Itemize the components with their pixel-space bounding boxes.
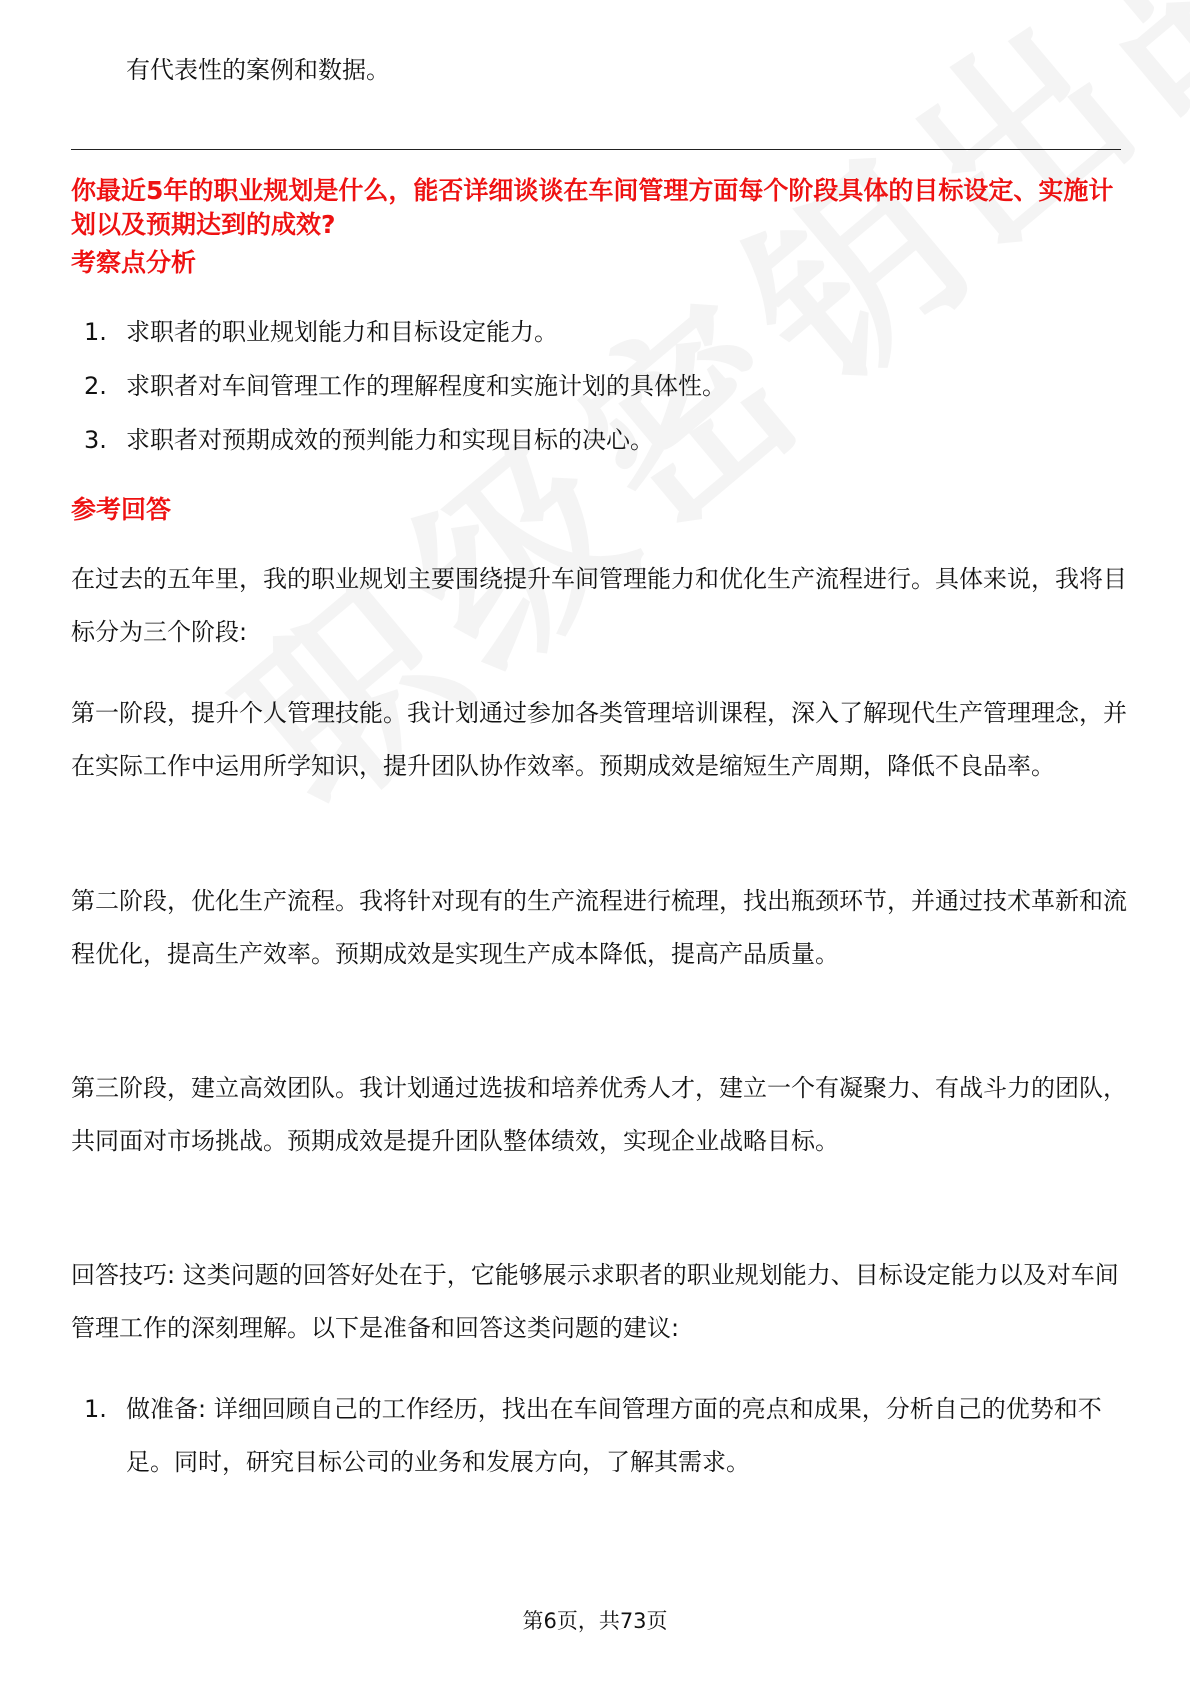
answer-heading: 参考回答	[71, 495, 172, 524]
answer-paragraph-3: 第二阶段，优化生产流程。我将针对现有的生产流程进行梳理，找出瓶颈环节，并通过技术革新和流程优化，提高生产效率。预期成效是实现生产成本降低，提高产品质量。	[71, 887, 1127, 968]
list-text: 求职者对预期成效的预判能力和实现目标的决心。	[126, 426, 654, 454]
section-divider	[71, 149, 1121, 150]
analysis-item-1	[84, 314, 1124, 350]
list-number: 2.	[84, 372, 107, 400]
answer-paragraph-1: 在过去的五年里，我的职业规划主要围绕提升车间管理能力和优化生产流程进行。具体来说，我将目标分为三个阶段:	[71, 565, 1127, 646]
page-footer: 第6页，共73页	[522, 1609, 668, 1633]
answer-tips-intro: 回答技巧: 这类问题的回答好处在于，它能够展示求职者的职业规划能力、目标设定能力以及对车间管理工作的深刻理解。以下是准备和回答这类问题的建议:	[71, 1261, 1119, 1342]
tip-item-1	[84, 1383, 1134, 1489]
answer-paragraph-4: 第三阶段，建立高效团队。我计划通过选拔和培养优秀人才，建立一个有凝聚力、有战斗力的团队，共同面对市场挑战。预期成效是提升团队整体绩效，实现企业战略目标。	[71, 1074, 1127, 1155]
question-title: 你最近5年的职业规划是什么，能否详细谈谈在车间管理方面每个阶段具体的目标设定、实施计划以及预期达到的成效?	[71, 176, 1114, 239]
list-text: 做准备: 详细回顾自己的工作经历，找出在车间管理方面的亮点和成果，分析自己的优势和不足。同时，研究目标公司的业务和发展方向，了解其需求。	[126, 1395, 1102, 1476]
answer-paragraph-2: 第一阶段，提升个人管理技能。我计划通过参加各类管理培训课程，深入了解现代生产管理理念，并在实际工作中运用所学知识，提升团队协作效率。预期成效是缩短生产周期，降低不良品率。	[71, 699, 1127, 780]
analysis-item-3	[84, 422, 1124, 458]
analysis-heading: 考察点分析	[71, 248, 197, 277]
list-number: 1.	[84, 318, 107, 346]
analysis-item-2	[84, 368, 1124, 404]
list-number: 3.	[84, 426, 107, 454]
list-text: 求职者的职业规划能力和目标设定能力。	[126, 318, 558, 346]
list-number: 1.	[84, 1395, 107, 1423]
list-text: 求职者对车间管理工作的理解程度和实施计划的具体性。	[126, 372, 726, 400]
continuation-line: 有代表性的案例和数据。	[126, 56, 390, 84]
